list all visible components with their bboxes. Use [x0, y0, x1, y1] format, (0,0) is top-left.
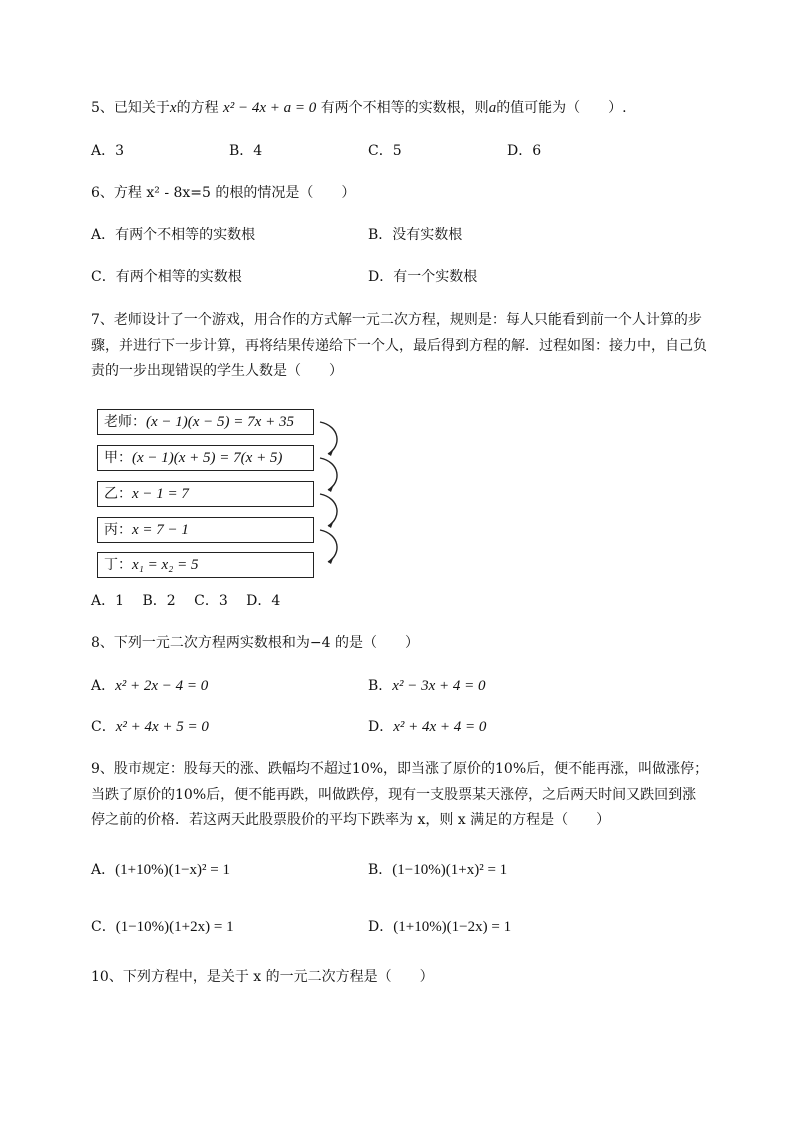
q8-option-c [91, 717, 209, 737]
relay-arrow-icon [320, 458, 337, 490]
q5-suffix: 的值可能为（ ）. [496, 100, 627, 116]
option-expr: x² + 4x + 5 = 0 [115, 719, 209, 735]
q9-stem-line-3: 停之前的价格．若这两天此股票股价的平均下跌率为 x，则 x 满足的方程是（ ） [91, 812, 611, 828]
option-letter: A． [91, 862, 116, 878]
option-expr: (1+10%)(1−x)² = 1 [115, 862, 230, 878]
q7-step-expr: x = 7 − 1 [132, 522, 189, 538]
q9-stem-line-1: 9、股市规定：股每天的涨、跌幅均不超过10%，即当涨了原价的10%后，便不能再涨，叫做涨停； [91, 761, 709, 777]
q5-option-a: A．3 [91, 143, 125, 159]
q8-option-a [91, 676, 208, 696]
arrowhead-icon [328, 448, 334, 456]
q7-step-who: 乙： [104, 486, 132, 502]
q7-step-ding [97, 552, 314, 578]
q7-relay-arrows [318, 418, 348, 568]
q7-step-expr: (x − 1)(x − 5) = 7x + 35 [146, 414, 294, 430]
q7-stem-line-3: 责的一步出现错误的学生人数是（ ） [91, 363, 343, 379]
option-letter: A． [91, 678, 116, 694]
q7-step-expr: x₁ = x₂ = 5 [132, 557, 199, 573]
q5-var-a: a [488, 100, 497, 116]
option-letter: D． [368, 719, 394, 735]
relay-arrow-icon [320, 530, 337, 562]
q7-step-bing [97, 517, 314, 543]
q6-stem: 6、方程 x² - 8x=5 的根的情况是（ ） [91, 185, 356, 201]
q7-step-who: 老师： [104, 414, 146, 430]
arrowhead-icon [328, 484, 334, 492]
option-letter: D． [368, 919, 394, 935]
q7-step-who: 丙： [104, 522, 132, 538]
q5-after: 有两个不相等的实数根，则 [320, 100, 489, 116]
q9-option-a [91, 860, 230, 880]
option-letter: C． [91, 919, 116, 935]
option-expr: x² − 3x + 4 = 0 [392, 678, 486, 694]
q5-var-x: x [169, 100, 177, 116]
relay-arrow-icon [320, 494, 337, 526]
q9-option-b [368, 860, 507, 880]
option-expr: (1−10%)(1+2x) = 1 [115, 919, 234, 935]
option-expr: x² + 4x + 4 = 0 [393, 719, 487, 735]
q9-stem-line-2: 当跌了原价的10%后，便不能再跌，叫做跌停，现有一支股票某天涨停，之后两天时间又跌回到涨 [91, 787, 697, 803]
q8-option-b [368, 676, 485, 696]
option-expr: x² + 2x − 4 = 0 [115, 678, 209, 694]
q7-stem-line-1: 7、老师设计了一个游戏，用合作的方式解一元二次方程，规则是：每人只能看到前一个人计算的步 [91, 312, 702, 328]
q5-prefix: 5、已知关于 [91, 100, 170, 116]
q7-options: A．1 B．2 C．3 D．4 [91, 593, 281, 609]
q7-stem-line-2: 骤，并进行下一步计算，再将结果传递给下一个人，最后得到方程的解．过程如图：接力中，自己负 [91, 338, 707, 354]
q6-option-c: C．有两个相等的实数根 [91, 269, 242, 285]
option-letter: C． [91, 719, 116, 735]
option-letter: B． [368, 678, 393, 694]
q6-option-b: B．没有实数根 [368, 227, 463, 243]
q7-step-jia [97, 445, 314, 471]
q7-step-who: 丁： [104, 557, 132, 573]
q9-option-d [368, 917, 511, 937]
q5-stem [91, 98, 627, 118]
q9-option-c [91, 917, 234, 937]
q10-stem: 10、下列方程中，是关于 x 的一元二次方程是（ ） [91, 969, 434, 985]
q6-option-a: A．有两个不相等的实数根 [91, 227, 256, 243]
q5-mid: 的方程 [176, 100, 219, 116]
q5-equation: x² − 4x + a = 0 [223, 100, 317, 116]
q5-option-b: B．4 [229, 143, 263, 159]
option-letter: B． [368, 862, 393, 878]
q8-stem: 8、下列一元二次方程两实数根和为−4 的是（ ） [91, 635, 419, 651]
option-expr: (1−10%)(1+x)² = 1 [392, 862, 508, 878]
arrowhead-icon [328, 556, 334, 564]
q6-option-d: D．有一个实数根 [368, 269, 478, 285]
relay-arrow-icon [320, 422, 337, 454]
q7-step-expr: x − 1 = 7 [132, 486, 189, 502]
q7-step-yi [97, 481, 314, 507]
q7-step-teacher [97, 409, 314, 435]
arrowhead-icon [328, 520, 334, 528]
q7-step-expr: (x − 1)(x + 5) = 7(x + 5) [132, 450, 283, 466]
q5-option-c: C．5 [368, 143, 402, 159]
q8-option-d [368, 717, 486, 737]
q7-step-who: 甲： [104, 450, 132, 466]
q5-option-d: D．6 [507, 143, 542, 159]
option-expr: (1+10%)(1−2x) = 1 [393, 919, 512, 935]
